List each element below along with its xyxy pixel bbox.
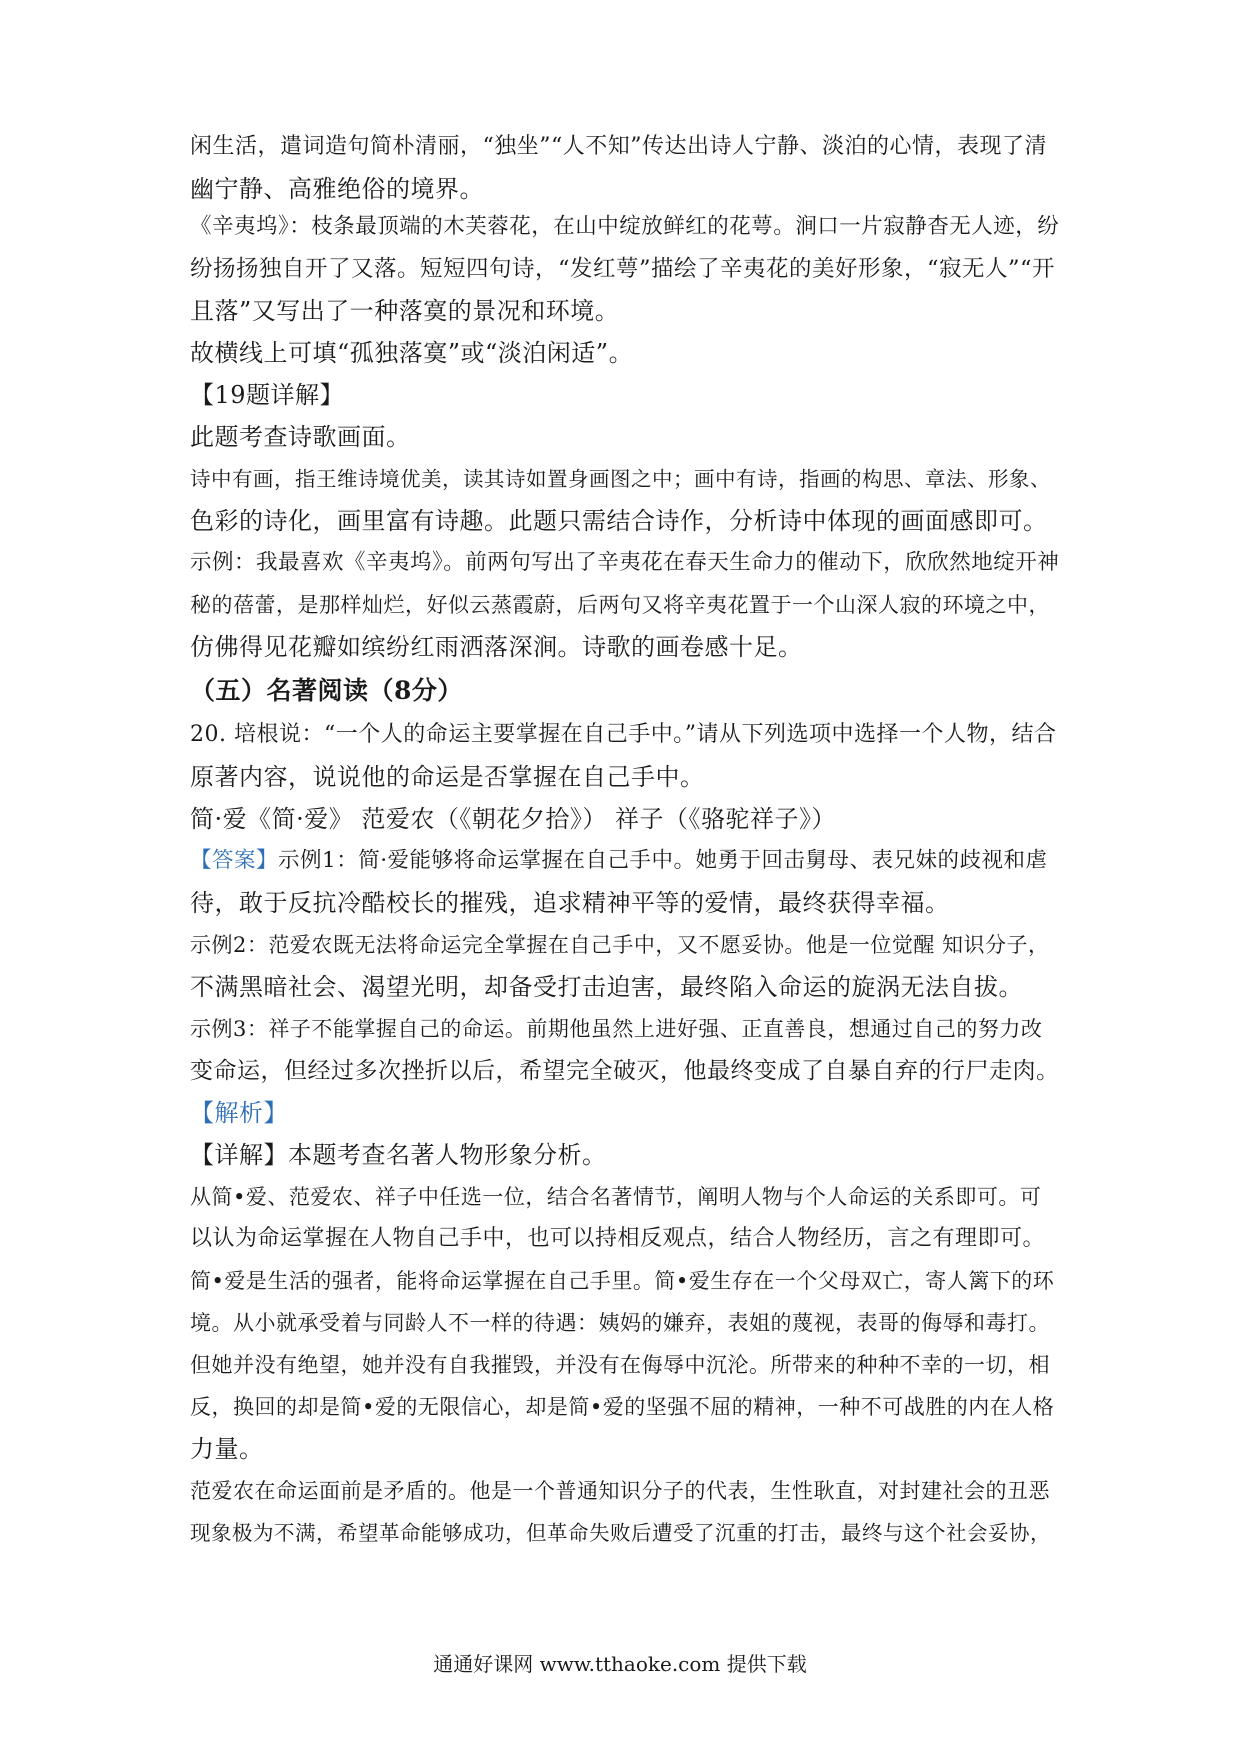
text-line: 秘的蓓蕾，是那样灿烂，好似云蒸霞蔚，后两句又将辛夷花置于一个山深人寂的环境之中， — [190, 593, 1050, 617]
answer-line: 【答案】示例1：简·爱能够将命运掌握在自己手中。她勇于回击舅母、表兄妹的歧视和虐 — [190, 848, 1048, 873]
text-line: 以认为命运掌握在人物自己手中，也可以持相反观点，结合人物经历，言之有理即可。 — [190, 1226, 1046, 1251]
text-line: 但她并没有绝望，她并没有自我摧毁，并没有在侮辱中沉沦。所带来的种种不幸的一切，相 — [190, 1353, 1050, 1377]
text-line: 示例：我最喜欢《辛夷坞》。前两句写出了辛夷花在春天生命力的催动下，欣欣然地绽开神 — [190, 550, 1060, 575]
question-20: 20. 培根说：“一个人的命运主要掌握在自己手中。”请从下列选项中选择一个人物，结合 — [190, 722, 1057, 747]
text-line: 闲生活，遣词造句简朴清丽，“独坐”“人不知”传达出诗人宁静、淡泊的心情，表现了清 — [190, 134, 1047, 159]
sub-question-label: 【19题详解】 — [190, 381, 345, 409]
options-line: 简·爱《简·爱》 范爱农（《朝花夕拾》） 祥子（《骆驼祥子》） — [190, 805, 837, 833]
text-line: 示例2：范爱农既无法将命运完全掌握在自己手中，又不愿妥协。他是一位觉醒 知识分子， — [190, 933, 1050, 957]
text-line: 不满黑暗社会、渴望光明，却备受打击迫害，最终陷入命运的旋涡无法自拔。 — [190, 973, 1023, 1001]
text-line: 简•爱是生活的强者，能将命运掌握在自己手里。简•爱生存在一个父母双亡，寄人篱下的环 — [190, 1269, 1055, 1293]
text-line: 且落”又写出了一种落寞的景况和环境。 — [190, 297, 620, 325]
text-line: 境。从小就承受着与同龄人不一样的待遇：姨妈的嫌弃，表姐的蔑视，表哥的侮辱和毒打。 — [190, 1311, 1050, 1335]
page-footer: 通通好课网 www.tthaoke.com 提供下载 — [433, 1652, 807, 1676]
text-line: 变命运，但经过多次挫折以后，希望完全破灭，他最终变成了自暴自弃的行尸走肉。 — [190, 1058, 1060, 1084]
section-heading: （五）名著阅读（8分） — [190, 676, 463, 705]
text-line: 此题考查诗歌画面。 — [190, 423, 411, 451]
text-line: 色彩的诗化，画里富有诗趣。此题只需结合诗作，分析诗中体现的画面感即可。 — [190, 507, 1048, 535]
text-line: 范爱农在命运面前是矛盾的。他是一个普通知识分子的代表，生性耿直，对封建社会的丑恶 — [190, 1479, 1050, 1503]
text-line: 示例3：祥子不能掌握自己的命运。前期他虽然上进好强、正直善良，想通过自己的努力改 — [190, 1017, 1043, 1041]
text-line: 诗中有画，指王维诗境优美，读其诗如置身画图之中；画中有诗，指画的构思、章法、形象、 — [190, 467, 1051, 491]
text-line: 幽宁静、高雅绝俗的境界。 — [190, 175, 484, 203]
text-line: 反，换回的却是简•爱的无限信心，却是简•爱的坚强不屈的精神，一种不可战胜的内在人格 — [190, 1395, 1055, 1419]
text-line: 纷扬扬独自开了又落。短短四句诗，“发红萼”描绘了辛夷花的美好形象，“寂无人”“开 — [190, 256, 1056, 282]
text-line: 《辛夷坞》：枝条最顶端的木芙蓉花，在山中绽放鲜红的花萼。涧口一片寂静杳无人迹，纷 — [190, 214, 1060, 239]
answer-tag: 【答案】 — [190, 848, 279, 873]
analysis-tag: 【解析】 — [190, 1099, 288, 1127]
text-line: 从简•爱、范爱农、祥子中任选一位，结合名著情节，阐明人物与个人命运的关系即可。可 — [190, 1185, 1042, 1209]
text-line: 【详解】本题考查名著人物形象分析。 — [190, 1141, 607, 1169]
text-line: 原著内容，说说他的命运是否掌握在自己手中。 — [190, 763, 705, 791]
text-line: 力量。 — [190, 1435, 264, 1463]
text-line: 仿佛得见花瓣如缤纷红雨洒落深涧。诗歌的画卷感十足。 — [190, 633, 803, 661]
text-line: 现象极为不满，希望革命能够成功，但革命失败后遭受了沉重的打击，最终与这个社会妥协， — [190, 1521, 1051, 1545]
text-line: 待，敢于反抗冷酷校长的摧残，追求精神平等的爱情，最终获得幸福。 — [190, 889, 950, 917]
text-line: 故横线上可填“孤独落寞”或“淡泊闲适”。 — [190, 339, 634, 367]
